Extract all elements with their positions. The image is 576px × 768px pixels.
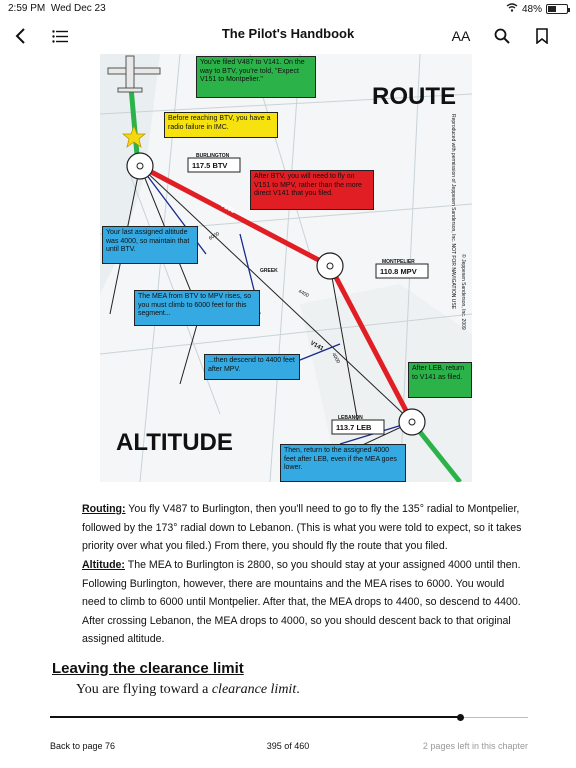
lebanon-vor-icon (399, 409, 425, 435)
callout-return-altitude: Then, return to the assigned 4000 feet after LEB, even if the MEA goes lower. (280, 444, 406, 482)
clearance-limit-term: clearance limit (211, 682, 297, 697)
leb-station-name: LEBANON (338, 415, 363, 421)
mpv-frequency: 110.8 MPV (380, 267, 417, 276)
reader-toolbar (0, 18, 576, 52)
airway-v141-label: V141 (309, 340, 325, 353)
status-date: Wed Dec 23 (50, 3, 106, 14)
intro-sentence (76, 682, 300, 698)
greek-intersection-label: GREEK (260, 268, 278, 274)
mea-4000-label: 4000 (330, 352, 342, 365)
btv-station-name: BURLINGTON (196, 153, 230, 159)
back-to-page-link[interactable]: Back to page 76 (50, 741, 116, 751)
copyright-notice-2: © Jeppesen Sanderson, Inc. 2009 (460, 254, 466, 330)
text-size-button[interactable] (446, 24, 476, 48)
routing-label: Routing: (82, 503, 126, 515)
callout-radio-failure: Before reaching BTV, you have a radio failure in IMC. (164, 112, 278, 138)
callout-after-btv: After BTV, you will need to fly on V151 to MPV, rather than the more direct V141 that you filed. (250, 170, 374, 210)
pages-left-in-chapter: 2 pages left in this chapter (422, 741, 528, 751)
altitude-heading: ALTITUDE (116, 429, 233, 456)
montpelier-vor-icon (317, 253, 343, 279)
altitude-label: Altitude: (82, 559, 125, 571)
mpv-station-name: MONTPELIER (382, 259, 415, 265)
burlington-vor-icon (127, 153, 153, 179)
altitude-text: The MEA to Burlington is 2800, so you should stay at your assigned 4000 until then. Following Burlington, however, there are mountains and the MEA rises to 6000. You would need to climb to 6000 until Montpelier. After that, the MEA drops to 4400, so descend to 4400. After crossing Lebanon, the MEA drops to 4000, so you should descent back to that original assigned altitude. (82, 559, 521, 645)
altitude-paragraph (82, 556, 522, 649)
intro-suffix: . (296, 682, 300, 697)
page-number: 395 of 460 (266, 741, 310, 751)
bookmark-button[interactable] (530, 24, 554, 48)
text-size-icon: AA (451, 28, 471, 44)
intro-prefix: You are flying toward a (76, 682, 212, 697)
battery-icon (546, 4, 568, 14)
status-time: 2:59 PM (8, 3, 46, 14)
book-title: The Pilot's Handbook (221, 26, 355, 41)
callout-last-altitude: Your last assigned altitude was 4000, so maintain that until BTV. (102, 226, 198, 264)
page-scrubber-progress (50, 716, 460, 718)
btv-frequency: 117.5 BTV (192, 161, 228, 170)
routing-paragraph (82, 500, 522, 556)
battery-percent: 48% (521, 3, 542, 15)
search-icon (494, 28, 510, 44)
mea-6000-label: 6000 (208, 230, 221, 242)
callout-descend: ...then descend to 4400 feet after MPV. (204, 354, 300, 380)
bookmark-icon (536, 28, 548, 44)
mea-4400-label: 4400 (297, 288, 310, 299)
copyright-notice: Reproduced with permission of Jeppesen Sanderson, Inc. NOT FOR NAVIGATION USE (450, 114, 456, 310)
status-right (506, 3, 568, 15)
wifi-icon (506, 3, 518, 15)
section-heading: Leaving the clearance limit (52, 660, 244, 677)
status-bar (0, 0, 576, 18)
status-time-date (8, 3, 106, 14)
callout-filed-route: You've filed V487 to V141. On the way to BTV, you're told, "Expect V151 to Montpelier." (196, 56, 316, 98)
callout-mea-climb: The MEA from BTV to MPV rises, so you must climb to 6000 feet for this segment... (134, 290, 260, 326)
page-scrubber[interactable] (50, 717, 528, 718)
search-button[interactable] (490, 24, 514, 48)
routing-text: You fly V487 to Burlington, then you'll need to go to fly the 135° radial to Montpelier, followed by the 173° radial down to Lebanon. (This is what you were told to expect, so it takes priority over what you filed.) From there, you should fly the route that you filed. (82, 503, 522, 552)
route-heading: ROUTE (372, 83, 456, 110)
leb-frequency: 113.7 LEB (336, 423, 372, 432)
callout-after-leb: After LEB, return to V141 as filed. (408, 362, 472, 398)
airway-v151-label: V151 (219, 201, 236, 215)
route-altitude-chart-figure (100, 54, 472, 482)
page-scrubber-handle[interactable] (457, 714, 464, 721)
